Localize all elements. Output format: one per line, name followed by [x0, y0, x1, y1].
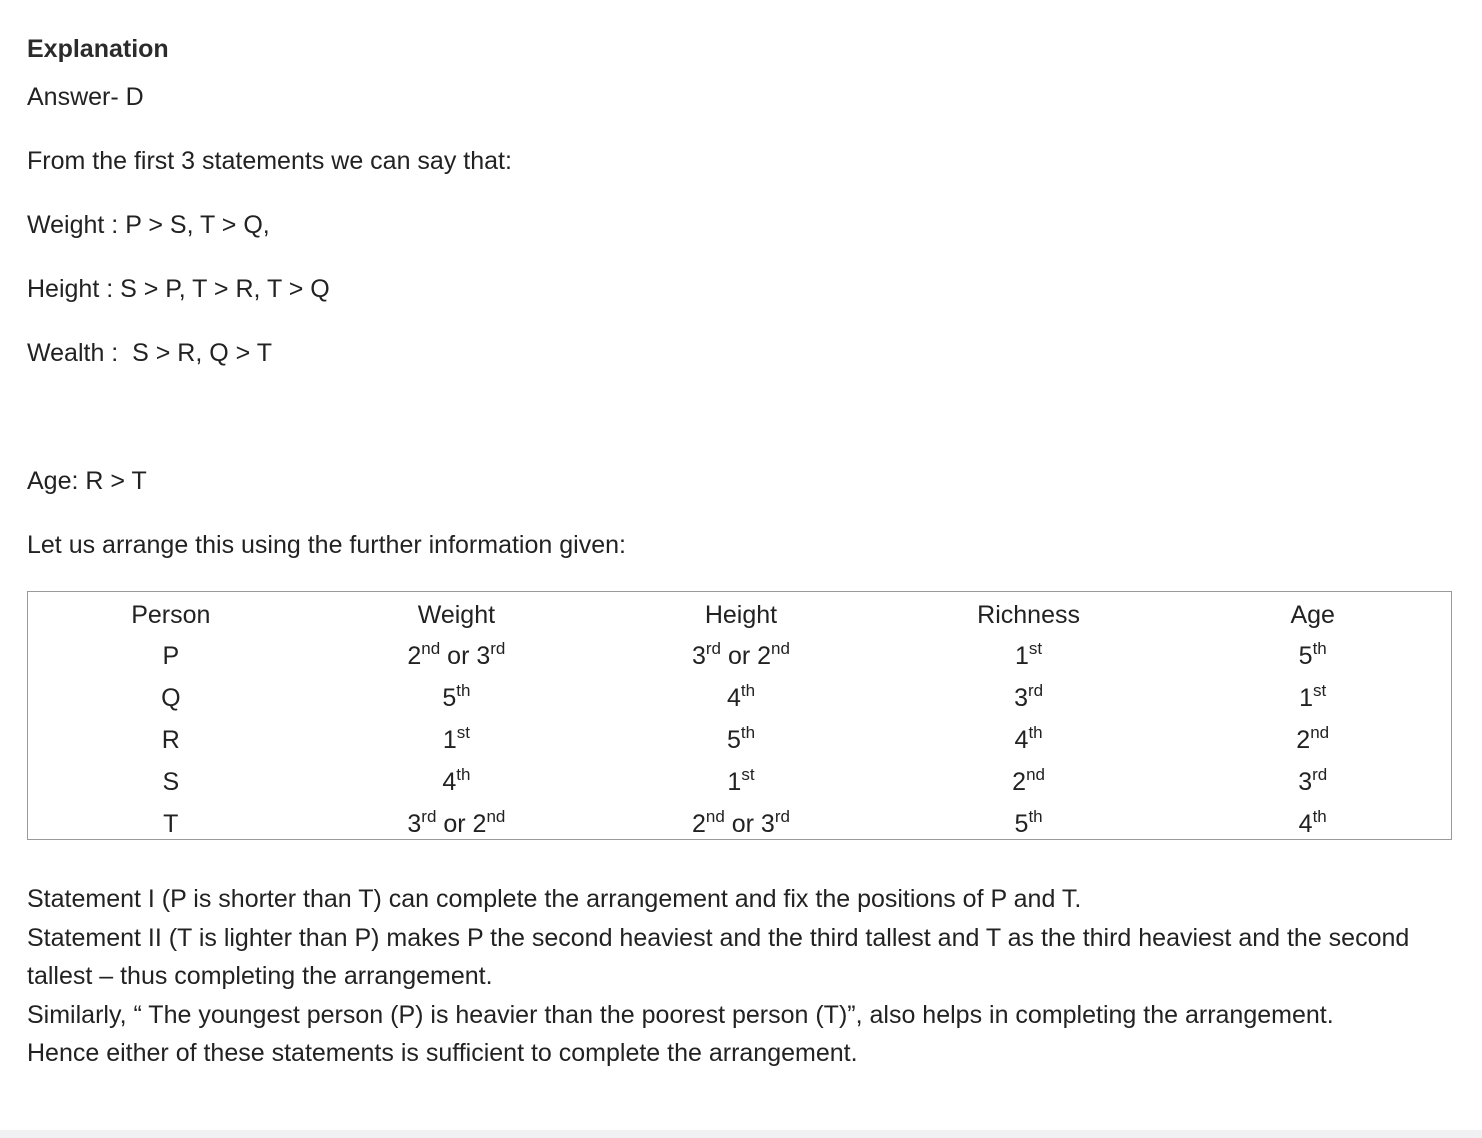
rank-suffix: st	[1313, 681, 1327, 700]
rank-number: or 2	[721, 642, 772, 670]
cell-richness	[883, 761, 1175, 803]
header-person: Person	[131, 601, 211, 629]
header-height: Height	[704, 601, 778, 629]
rank-number: 4	[1298, 810, 1313, 838]
rank-number: 3	[691, 642, 706, 670]
cell-age	[1174, 677, 1451, 719]
table-row	[28, 677, 1451, 719]
cell-richness	[883, 719, 1175, 761]
rank-suffix: st	[456, 723, 470, 742]
rank-number: or 3	[440, 642, 491, 670]
rank-number: 4	[1014, 726, 1029, 754]
arrangement-table-box	[27, 591, 1452, 840]
table-row	[28, 803, 1451, 845]
cell-weight	[314, 635, 600, 677]
height-relation: Height : S > P, T > R, T > Q	[27, 275, 330, 303]
age-relation: Age: R > T	[27, 467, 147, 495]
rank-suffix: th	[740, 681, 756, 700]
header-age: Age	[1290, 601, 1335, 629]
rank-suffix: st	[741, 765, 755, 784]
similarly-text: Similarly, “ The youngest person (P) is heavier than the poorest person (T)”, also helps in completing the arrangement.	[27, 1000, 1334, 1029]
rank-suffix: nd	[486, 807, 506, 826]
rank-suffix: th	[1312, 807, 1327, 826]
cell-person: P	[162, 642, 180, 670]
rank-number: 4	[442, 768, 457, 796]
arrange-text: Let us arrange this using the further information given:	[27, 531, 626, 559]
cell-age	[1174, 761, 1451, 803]
cell-height	[599, 719, 883, 761]
rank-suffix: th	[1028, 807, 1043, 826]
table-header-row	[28, 595, 1451, 635]
rank-number: 2	[407, 642, 422, 670]
rank-number: 2	[691, 810, 706, 838]
arrangement-table	[28, 595, 1451, 845]
cell-person: T	[163, 810, 179, 838]
rank-number: 5	[1298, 642, 1313, 670]
table-row	[28, 761, 1451, 803]
rank-suffix: th	[456, 681, 471, 700]
rank-suffix: nd	[771, 639, 790, 658]
rank-number: 1	[1299, 684, 1314, 712]
rank-suffix: nd	[421, 639, 441, 658]
rank-suffix: nd	[705, 807, 725, 826]
statement-1-text: Statement I (P is shorter than T) can complete the arrangement and fix the positions of P and T.	[27, 885, 1082, 913]
rank-number: or 3	[724, 810, 775, 838]
cell-person: Q	[161, 684, 181, 712]
answer-text: Answer- D	[27, 83, 144, 111]
rank-number: 2	[1012, 768, 1027, 796]
rank-number: 5	[726, 726, 741, 754]
cell-age	[1174, 635, 1451, 677]
cell-age	[1174, 803, 1451, 845]
rank-number: 3	[1014, 684, 1028, 712]
rank-suffix: th	[456, 765, 471, 784]
rank-number: 1	[1015, 642, 1029, 670]
rank-suffix: th	[1312, 639, 1327, 658]
rank-number: 4	[726, 684, 741, 712]
table-body	[28, 635, 1451, 845]
rank-suffix: rd	[774, 807, 790, 826]
rank-number: 1	[442, 726, 457, 754]
cell-person: S	[162, 768, 180, 796]
wealth-relation: Wealth : S > R, Q > T	[27, 339, 273, 367]
cell-weight	[314, 677, 600, 719]
cell-richness	[883, 803, 1175, 845]
cell-weight	[314, 761, 600, 803]
bottom-divider	[0, 1130, 1482, 1138]
rank-number: 5	[1014, 810, 1029, 838]
rank-number: 3	[407, 810, 422, 838]
statements-block	[27, 880, 1467, 1073]
rank-suffix: nd	[1026, 765, 1045, 784]
table-row	[28, 719, 1451, 761]
cell-richness	[883, 635, 1175, 677]
rank-suffix: th	[1028, 723, 1043, 742]
rank-suffix: st	[1028, 639, 1043, 658]
explanation-heading: Explanation	[27, 35, 169, 63]
cell-person: R	[161, 726, 180, 754]
table-row	[28, 635, 1451, 677]
rank-suffix: th	[740, 723, 756, 742]
conclusion-text: Hence either of these statements is sufficient to complete the arrangement.	[27, 1039, 858, 1067]
weight-relation: Weight : P > S, T > Q,	[27, 211, 270, 239]
rank-suffix: rd	[705, 639, 722, 658]
rank-number: 2	[1296, 726, 1311, 754]
rank-number: 5	[442, 684, 457, 712]
cell-height	[599, 635, 883, 677]
rank-number: 3	[1298, 768, 1313, 796]
rank-suffix: rd	[421, 807, 437, 826]
rank-number: or 2	[436, 810, 487, 838]
cell-richness	[883, 677, 1175, 719]
rank-suffix: nd	[1310, 723, 1330, 742]
header-richness: Richness	[977, 601, 1080, 629]
rank-number: 1	[727, 768, 742, 796]
header-weight: Weight	[417, 601, 496, 629]
cell-height	[599, 677, 883, 719]
cell-age	[1174, 719, 1451, 761]
cell-height	[599, 803, 883, 845]
cell-weight	[314, 719, 600, 761]
statement-2-text: Statement II (T is lighter than P) makes P the second heaviest and the third tallest and T as the third heaviest and the second tallest – thus completing the arrangement.	[27, 923, 1410, 990]
cell-weight	[314, 803, 600, 845]
rank-suffix: rd	[1027, 681, 1044, 700]
intro-text: From the first 3 statements we can say that:	[27, 147, 512, 175]
cell-height	[599, 761, 883, 803]
rank-suffix: rd	[1312, 765, 1328, 784]
rank-suffix: rd	[490, 639, 506, 658]
